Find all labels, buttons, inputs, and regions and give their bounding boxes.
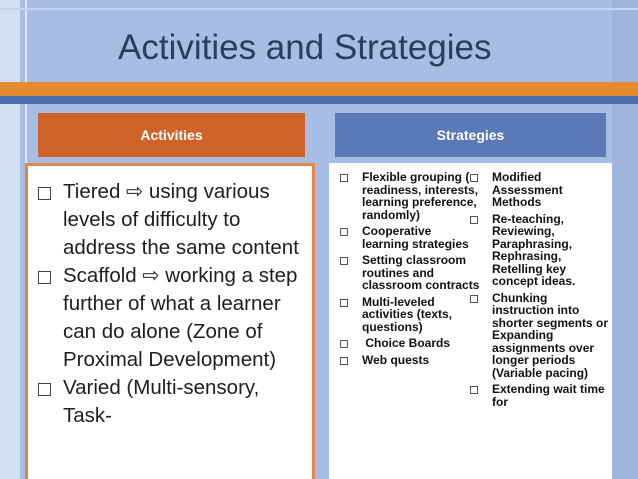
activity-text: Varied (Multi-sensory, Task- <box>63 376 260 427</box>
strategy-item <box>470 213 610 288</box>
strategy-text: Cooperative learning strategies <box>362 224 469 251</box>
strategy-text: Flexible grouping ( readiness, interests, learning preference, randomly) <box>362 170 479 222</box>
square-bullet-icon <box>340 357 348 365</box>
strategy-text: Multi-leveled activities (texts, questions) <box>362 294 453 334</box>
square-bullet-icon <box>38 271 51 284</box>
activity-text: Tiered ⇨ using various levels of difficulty to address the same content <box>63 180 299 259</box>
title-underline-orange <box>0 82 638 96</box>
strategy-text: Re-teaching, Reviewing, Paraphrasing, Rephrasing, Retelling key concept ideas. <box>492 211 576 288</box>
slide-title: Activities and Strategies <box>118 28 492 67</box>
strategy-item <box>470 383 610 408</box>
strategy-text: Setting classroom routines and classroom contracts <box>362 253 480 292</box>
strategy-item <box>340 225 480 250</box>
strategy-item <box>340 296 480 334</box>
square-bullet-icon <box>340 257 348 265</box>
strategies-column-a <box>340 171 480 370</box>
strategy-text: Web quests <box>362 352 430 367</box>
activities-box <box>25 163 315 479</box>
top-decor-line <box>0 8 638 10</box>
square-bullet-icon <box>340 228 348 236</box>
activities-header: Activities <box>38 113 305 157</box>
activity-item <box>38 262 306 374</box>
strategy-item <box>340 171 480 221</box>
strategies-box <box>329 163 612 479</box>
strategy-item <box>470 292 610 380</box>
strategy-item <box>340 337 480 350</box>
square-bullet-icon <box>470 174 478 182</box>
left-decor-stripe <box>0 0 20 479</box>
square-bullet-icon <box>340 340 348 348</box>
square-bullet-icon <box>470 295 478 303</box>
strategy-text: Modified Assessment Methods <box>492 170 563 209</box>
square-bullet-icon <box>38 187 51 200</box>
strategies-header: Strategies <box>335 113 606 157</box>
square-bullet-icon <box>470 386 478 394</box>
strategy-text: Choice Boards <box>362 336 451 350</box>
strategy-text: Extending wait time for <box>492 382 605 409</box>
activities-list <box>28 166 312 430</box>
strategy-item <box>470 171 610 209</box>
activity-item <box>38 374 306 430</box>
activity-text: Scaffold ⇨ working a step further of what a learner can do alone (Zone of Proximal Development) <box>63 264 298 371</box>
strategy-item <box>340 254 480 292</box>
title-underline-blue <box>0 96 638 104</box>
right-decor-stripe <box>612 0 638 479</box>
strategies-column-b <box>470 171 610 412</box>
activity-item <box>38 178 306 262</box>
square-bullet-icon <box>470 216 478 224</box>
strategy-text: Chunking instruction into shorter segments or Expanding assignments over longer periods (Variable pacing) <box>492 290 609 380</box>
square-bullet-icon <box>340 174 348 182</box>
strategy-item <box>340 354 480 367</box>
square-bullet-icon <box>340 299 348 307</box>
square-bullet-icon <box>38 383 51 396</box>
